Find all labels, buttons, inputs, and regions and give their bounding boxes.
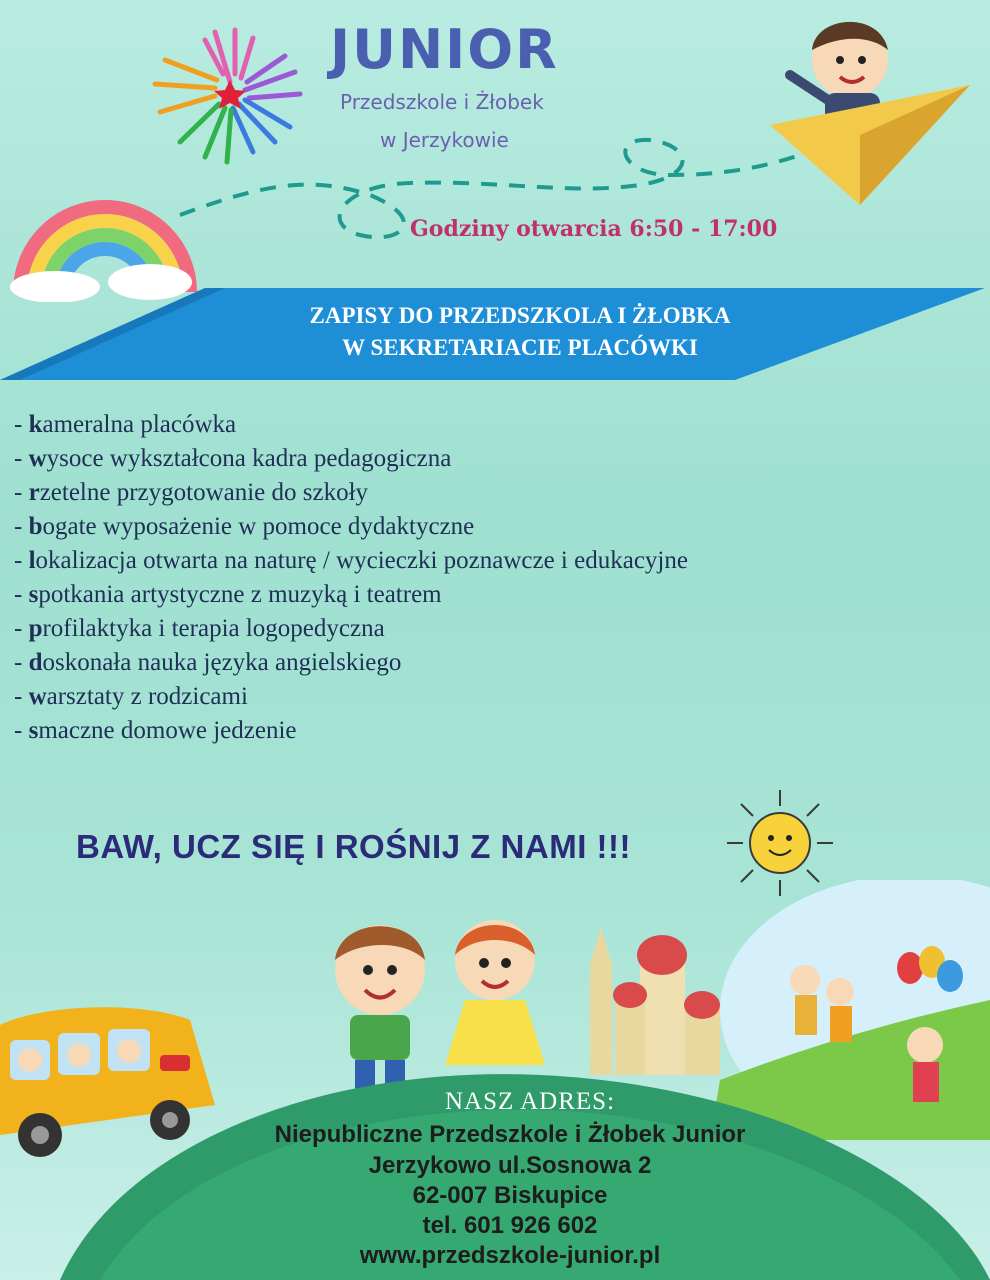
slogan: BAW, UCZ SIĘ I ROŚNIJ Z NAMI !!!: [76, 828, 632, 865]
feature-text: potkania artystyczne z muzyką i teatrem: [38, 581, 442, 608]
feature-initial: d: [28, 649, 43, 676]
boy-paper-plane-illustration: [770, 5, 985, 205]
feature-text: ameralna placówka: [42, 411, 237, 438]
feature-text: rofilaktyka i terapia logopedyczna: [42, 615, 385, 642]
feature-initial: r: [28, 479, 40, 506]
feature-initial: p: [28, 615, 43, 642]
feature-initial: s: [28, 717, 39, 744]
feature-initial: s: [28, 581, 39, 608]
address-city: 62-007 Biskupice: [412, 1182, 608, 1209]
feature-item: - bogate wyposażenie w pomoce dydaktyczne: [14, 513, 475, 540]
address-school-name: Niepubliczne Przedszkole i Żłobek Junior: [274, 1121, 746, 1148]
feature-initial: k: [28, 411, 43, 438]
address-phone: tel. 601 926 602: [422, 1212, 598, 1239]
feature-text: zetelne przygotowanie do szkoły: [39, 479, 369, 506]
enrollment-banner: [170, 300, 870, 364]
feature-item: - spotkania artystyczne z muzyką i teatrem: [14, 581, 442, 608]
banner-line-2: W SEKRETARIACIE PLACÓWKI: [342, 335, 698, 360]
feature-item: - smaczne domowe jedzenie: [14, 717, 297, 744]
feature-item: - lokalizacja otwarta na naturę / wycieczki poznawcze i edukacyjne: [14, 547, 688, 574]
feature-text: okalizacja otwarta na naturę / wycieczki poznawcze i edukacyjne: [35, 547, 688, 574]
feature-item: - wysoce wykształcona kadra pedagogiczna: [14, 445, 452, 472]
feature-text: maczne domowe jedzenie: [38, 717, 297, 744]
feature-text: oskonała nauka języka angielskiego: [42, 649, 402, 676]
feature-item: - warsztaty z rodzicami: [14, 683, 248, 710]
logo-subtitle: Przedszkole i Żłobek: [340, 90, 544, 114]
features-list: [14, 408, 688, 748]
feature-item: - profilaktyka i terapia logopedyczna: [14, 615, 385, 642]
feature-text: arsztaty z rodzicami: [46, 683, 248, 710]
rainbow-icon: [0, 182, 210, 302]
feature-item: - kameralna placówka: [14, 411, 237, 438]
logo-location: w Jerzykowie: [380, 128, 509, 152]
address-street: Jerzykowo ul.Sosnowa 2: [368, 1152, 652, 1179]
address-heading: NASZ ADRES:: [444, 1088, 616, 1115]
opening-hours: Godziny otwarcia 6:50 - 17:00: [410, 216, 778, 242]
feature-initial: b: [28, 513, 43, 540]
feature-item: - rzetelne przygotowanie do szkoły: [14, 479, 369, 506]
website-link[interactable]: www.przedszkole-junior.pl: [359, 1242, 661, 1269]
banner-line-1: ZAPISY DO PRZEDSZKOLA I ŻŁOBKA: [309, 303, 731, 328]
logo-title: JUNIOR: [330, 18, 559, 81]
feature-initial: w: [28, 445, 47, 472]
feature-text: ysoce wykształcona kadra pedagogiczna: [46, 445, 452, 472]
feature-initial: w: [28, 683, 47, 710]
feature-item: - doskonała nauka języka angielskiego: [14, 649, 402, 676]
feature-initial: l: [28, 547, 36, 574]
feature-text: ogate wyposażenie w pomoce dydaktyczne: [42, 513, 475, 540]
